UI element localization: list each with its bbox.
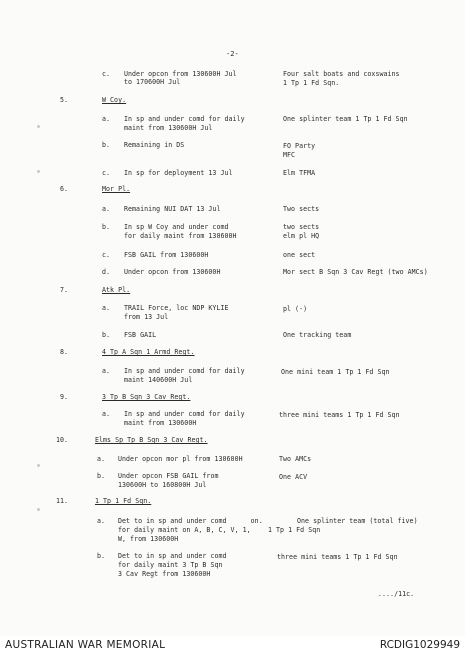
item-text: 3 Cav Regt from 130600H — [118, 570, 211, 578]
item-text: for daily maint from 130600H — [124, 232, 237, 240]
binder-hole — [37, 508, 40, 511]
item-letter: b. — [102, 331, 111, 339]
binder-hole — [37, 464, 40, 467]
item-allocation: 1 Tp 1 Fd Sqn. — [283, 79, 340, 87]
item-text: maint from 130600H — [124, 419, 197, 427]
item-allocation: One splinter team (total five) — [297, 517, 418, 525]
item-text: 130600H to 160800H Jul — [118, 481, 207, 489]
section-number: 8. — [60, 348, 69, 356]
item-text: TRAIL Force, loc NDP KYLIE — [124, 304, 229, 312]
item-allocation: two sects — [283, 223, 320, 231]
item-text: In sp and under comd for daily — [124, 115, 245, 123]
continuation-marker: ..../11c. — [378, 590, 415, 598]
item-text: Det to in sp and under comd on. — [118, 517, 263, 525]
item-allocation: Two AMCs — [279, 455, 312, 463]
item-allocation: One ACV — [279, 473, 308, 481]
archive-name: AUSTRALIAN WAR MEMORIAL — [5, 639, 166, 651]
item-text: Under opcon from 130600H — [124, 268, 221, 276]
item-text: to 170600H Jul — [124, 78, 181, 86]
item-allocation: FO Party — [283, 142, 316, 150]
section-number: 10. — [56, 436, 69, 444]
section-number: 7. — [60, 286, 69, 294]
binder-hole — [37, 170, 40, 173]
item-allocation: 1 Tp 1 Fd Sqn — [268, 526, 321, 534]
item-text: Remaining in DS — [124, 141, 185, 149]
item-text: FSB GAIL from 130600H — [124, 251, 209, 259]
item-letter: d. — [102, 268, 111, 276]
section-title: 4 Tp A Sqn 1 Armd Regt. — [102, 348, 195, 356]
archive-footer — [0, 636, 465, 654]
item-allocation: Mor sect B Sqn 3 Cav Regt (two AMCs) — [283, 268, 428, 276]
item-letter: b. — [97, 552, 106, 560]
item-text: from 13 Jul — [124, 313, 169, 321]
item-letter: c. — [102, 70, 111, 78]
item-letter: c. — [102, 251, 111, 259]
section-title: 3 Tp B Sqn 3 Cav Regt. — [102, 393, 191, 401]
item-allocation: One mini team 1 Tp 1 Fd Sqn — [281, 368, 390, 376]
item-text: for daily maint 3 Tp B Sqn — [118, 561, 223, 569]
item-letter: c. — [102, 169, 111, 177]
record-id: RCDIG1029949 — [379, 639, 460, 651]
item-text: maint 140600H Jul — [124, 376, 193, 384]
item-letter: b. — [102, 141, 111, 149]
item-allocation: One splinter team 1 Tp 1 Fd Sqn — [283, 115, 408, 123]
item-allocation: pl (-) — [283, 305, 308, 313]
section-title: Elms Sp Tp B Sqn 3 Cav Regt. — [95, 436, 208, 444]
item-allocation: three mini teams 1 Tp 1 Fd Sqn — [277, 553, 398, 561]
section-title: Mor Pl. — [102, 185, 131, 193]
item-letter: a. — [102, 205, 111, 213]
section-title: 1 Tp 1 Fd Sqn. — [95, 497, 152, 505]
item-letter: a. — [102, 304, 111, 312]
item-text: W, from 130600H — [118, 535, 179, 543]
item-allocation: Two sects — [283, 205, 320, 213]
item-allocation: three mini teams 1 Tp 1 Fd Sqn — [279, 411, 400, 419]
item-letter: a. — [102, 410, 111, 418]
item-text: for daily maint on A, B, C, V, 1, — [118, 526, 251, 534]
section-number: 5. — [60, 96, 69, 104]
item-text: Det to in sp and under comd — [118, 552, 227, 560]
item-text: Under opcon FSB GAIL from — [118, 472, 219, 480]
item-text: In sp for deployment 13 Jul — [124, 169, 233, 177]
item-allocation: One tracking team — [283, 331, 352, 339]
item-allocation: Elm TFMA — [283, 169, 316, 177]
item-letter: b. — [102, 223, 111, 231]
item-letter: b. — [97, 472, 106, 480]
item-text: Under opcon mor pl from 130600H — [118, 455, 243, 463]
item-text: In sp W Coy and under comd — [124, 223, 229, 231]
item-allocation: Four salt boats and coxswains — [283, 70, 400, 78]
page-number: -2- — [226, 50, 239, 58]
item-text: Remaining NUI DAT 13 Jul — [124, 205, 221, 213]
item-text: maint from 130600H Jul — [124, 124, 213, 132]
item-allocation: one sect — [283, 251, 316, 259]
section-number: 6. — [60, 185, 69, 193]
item-letter: a. — [102, 115, 111, 123]
item-letter: a. — [97, 455, 106, 463]
item-letter: a. — [102, 367, 111, 375]
section-number: 11. — [56, 497, 69, 505]
item-allocation: MFC — [283, 151, 296, 159]
item-text: Under opcon from 130600H Jul — [124, 70, 237, 78]
item-text: In sp and under comd for daily — [124, 410, 245, 418]
item-allocation: elm pl HQ — [283, 232, 320, 240]
item-text: FSB GAIL — [124, 331, 157, 339]
section-title: W Coy. — [102, 96, 127, 104]
item-text: In sp and under comd for daily — [124, 367, 245, 375]
item-letter: a. — [97, 517, 106, 525]
binder-hole — [37, 125, 40, 128]
section-number: 9. — [60, 393, 69, 401]
section-title: Atk Pl. — [102, 286, 131, 294]
